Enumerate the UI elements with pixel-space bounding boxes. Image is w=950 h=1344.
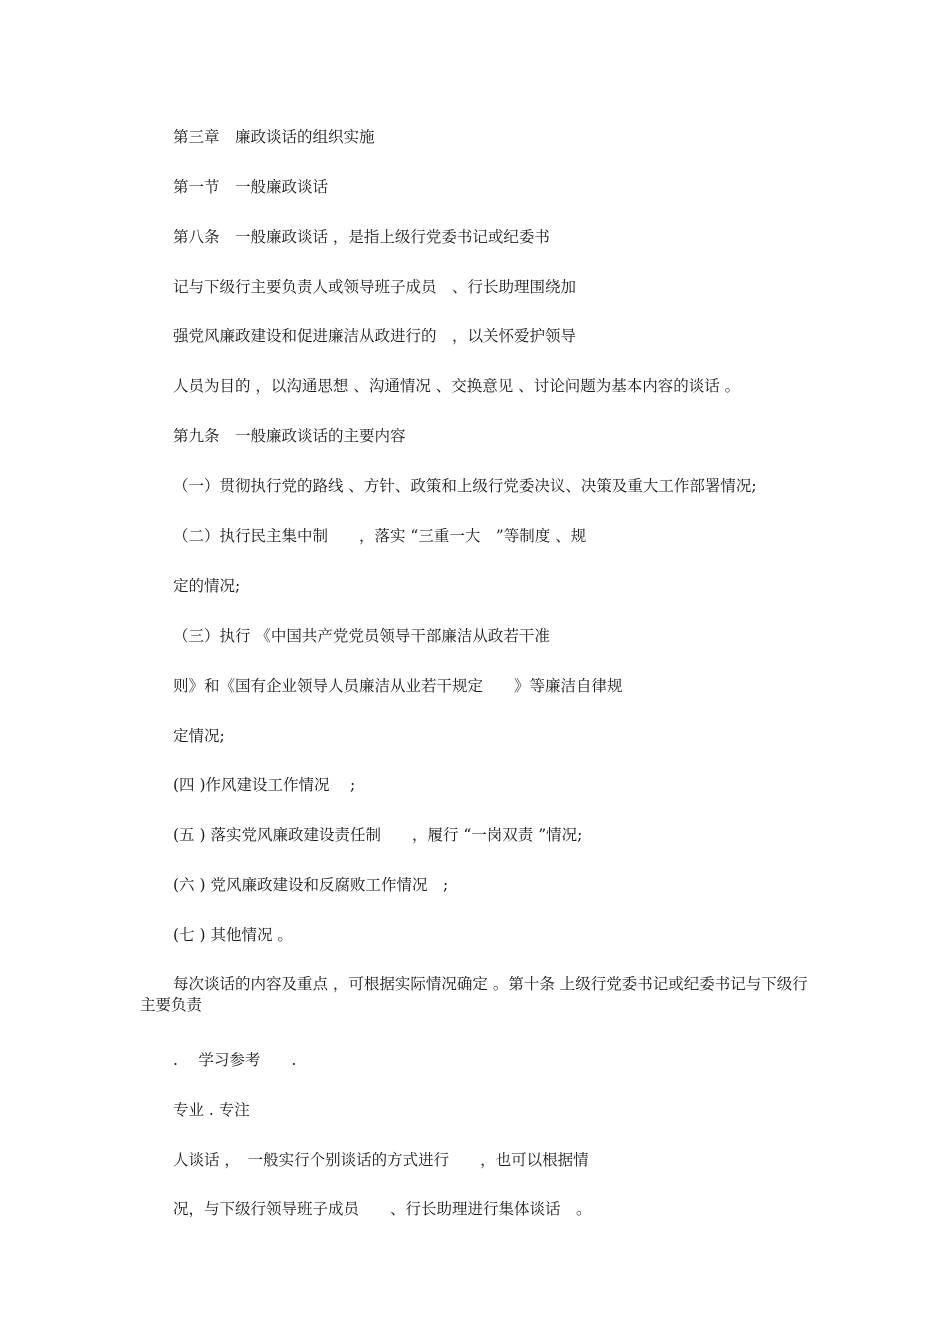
article-8-line-4: 人员为目的 ，以沟通思想 、沟通情况 、交换意见 、讨论问题为基本内容的谈话 。: [173, 377, 741, 395]
item-3-line-2: 则》和《国有企业领导人员廉洁从业若干规定 》等廉洁自律规: [173, 677, 623, 695]
article-9-heading: 第九条 一般廉政谈话的主要内容: [173, 427, 406, 445]
article-8-line-3: 强党风廉政建设和促进廉洁从政进行的 ，以关怀爱护领导: [173, 327, 577, 345]
article-8-line-1: 第八条 一般廉政谈话 ，是指上级行党委书记或纪委书: [173, 228, 550, 246]
item-7: (七 ) 其他情况 。: [173, 926, 293, 944]
watermark-professional: 专业 . 专注: [173, 1101, 250, 1119]
watermark-study-reference: . 学习参考 .: [173, 1051, 297, 1069]
item-3-line-1: （三）执行 《中国共产党党员领导干部廉洁从政若干准: [173, 627, 550, 645]
section-heading: 第一节 一般廉政谈话: [173, 178, 329, 196]
article-8-line-2: 记与下级行主要负责人或领导班子成员 、行长助理围绕加: [173, 278, 577, 296]
item-5: (五 ) 落实党风廉政建设责任制 ，履行 “一岗双责 ”情况;: [173, 826, 583, 844]
item-1: （一）贯彻执行党的路线 、方针、政策和上级行党委决议、决策及重大工作部署情况;: [173, 477, 757, 495]
item-2-line-1: （二）执行民主集中制 ，落实 “三重一大 ”等制度 、规: [173, 527, 587, 545]
article-10-line-2: 人谈话 ， 一般实行个别谈话的方式进行 ，也可以根据情: [173, 1151, 589, 1169]
chapter-heading: 第三章 廉政谈话的组织实施: [173, 128, 375, 146]
item-2-line-2: 定的情况;: [173, 577, 241, 595]
item-4: (四 )作风建设工作情况 ;: [173, 776, 356, 794]
article-10-paragraph: 每次谈话的内容及重点 ，可根据实际情况确定 。第十条 上级行党委书记或纪委书记与下级行主要负责: [140, 975, 808, 1014]
article-10-line-3: 况，与下级行领导班子成员 、行长助理进行集体谈话 。: [173, 1200, 592, 1218]
item-6: (六 ) 党风廉政建设和反腐败工作情况 ;: [173, 876, 449, 894]
item-3-line-3: 定情况;: [173, 727, 225, 745]
